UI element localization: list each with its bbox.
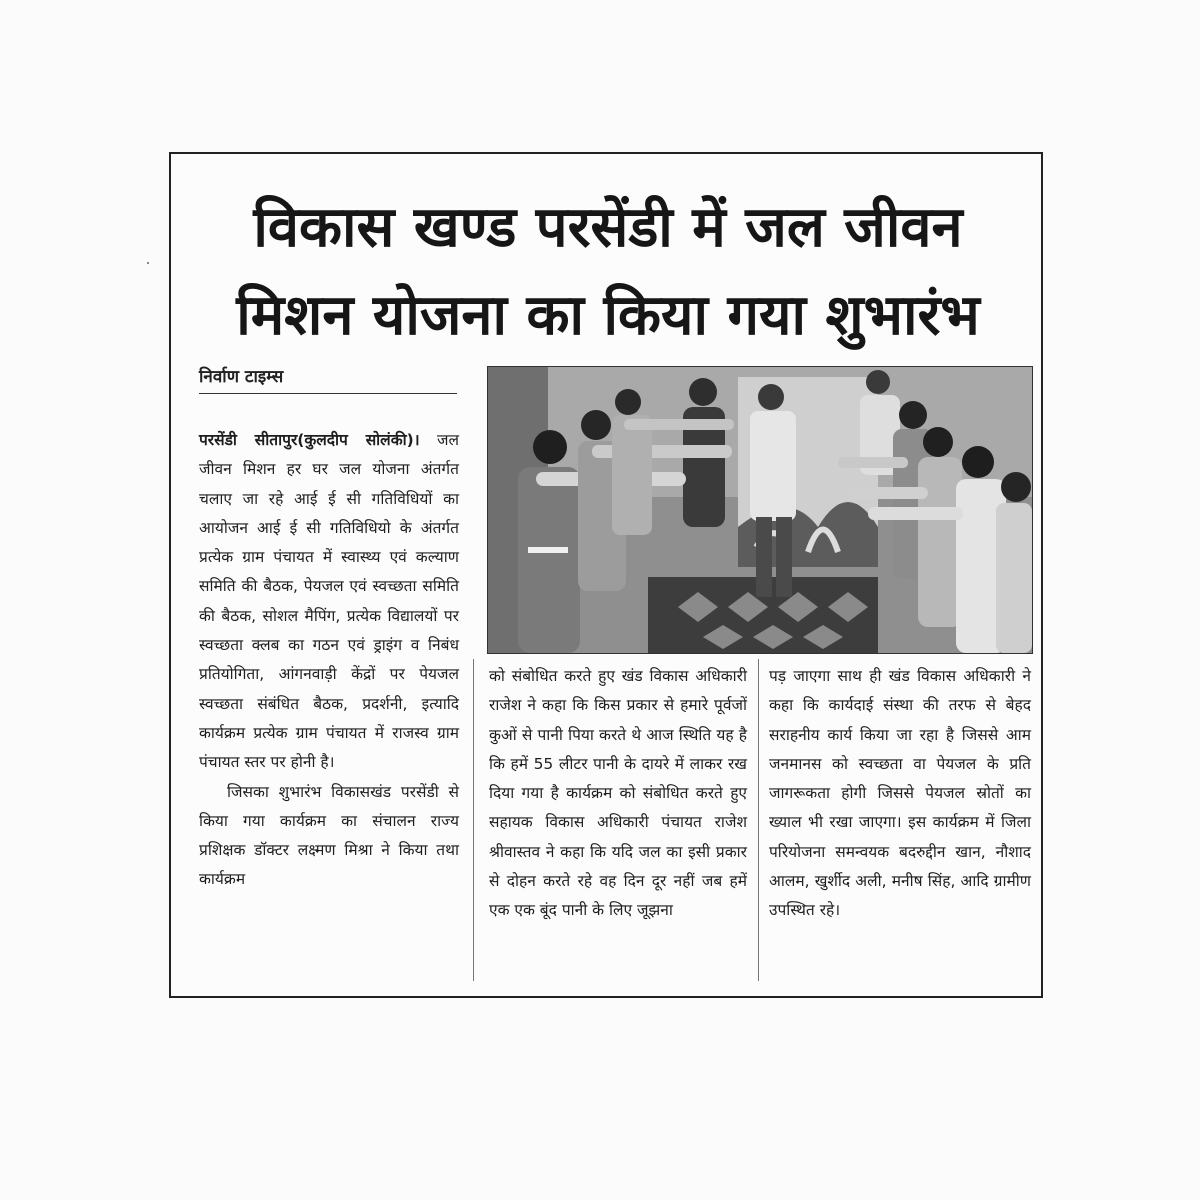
event-photo xyxy=(487,366,1033,654)
article-column-3 xyxy=(769,662,1031,926)
article-column-2 xyxy=(489,662,747,926)
lead-paragraph-text: जल जीवन मिशन हर घर जल योजना अंतर्गत चलाए जा रहे आई ई सी गतिविधियों का आयोजन आई ई सी गतिविधियो के अंतर्गत प्रत्येक ग्राम पंचायत में स्वास्थ्य एवं कल्याण समिति की बैठक, पेयजल एवं स्वच्छता समिति की बैठक, सोशल मैपिंग, प्रत्येक विद्यालयों पर स्वच्छता क्लब का गठन एवं ड्राइंग व निबंध प्रतियोगिता, आंगनवाड़ी केंद्रों पर पेयजल स्वच्छता संबंधित बैठक, प्रदर्शनी, इत्यादि कार्यक्रम प्रत्येक ग्राम पंचायत में राजस्व ग्राम पंचायत स्तर पर होनी है। xyxy=(199,431,459,772)
scan-speck xyxy=(147,262,149,264)
column-divider-2 xyxy=(758,659,759,981)
column-2-text: को संबोधित करते हुए खंड विकास अधिकारी राजेश ने कहा कि किस प्रकार से हमारे पूर्वजों कुओं से पानी पिया करते थे आज स्थिति यह है कि हमें 55 लीटर पानी के दायरे में लाकर रख दिया गया है कार्यक्रम को संबोधित करते हुए सहायक विकास अधिकारी पंचायत राजेश श्रीवास्तव ने कहा कि यदि जल का इसी प्रकार से दोहन करते रहे वह दिन दूर नहीं जब हमें एक एक बूंद पानी के लिए जूझना xyxy=(489,667,747,920)
column-3-text: पड़ जाएगा साथ ही खंड विकास अधिकारी ने कहा कि कार्यदाई संस्था की तरफ से बेहद सराहनीय कार्य किया जा रहा है जिससे आम जनमानस को स्वच्छता वा पेयजल के प्रति जागरूकता होगी जिससे पेयजल स्रोतों का ख्याल भी रखा जाएगा। इस कार्यक्रम में जिला परियोजना समन्वयक बदरुद्दीन खान, नौशाद आलम, खुर्शीद अली, मनीष सिंह, आदि ग्रामीण उपस्थित रहे। xyxy=(769,667,1031,920)
dateline: परसेंडी सीतापुर(कुलदीप सोलंकी)। xyxy=(199,431,420,449)
event-photo-illustration xyxy=(488,367,1032,653)
headline-line-2: मिशन योजना का किया गया शुभारंभ xyxy=(236,283,980,348)
byline: निर्वाण टाइम्स xyxy=(199,364,457,394)
newspaper-clipping xyxy=(169,152,1043,998)
headline xyxy=(171,184,1045,360)
article-column-1 xyxy=(199,426,459,895)
headline-line-1: विकास खण्ड परसेंडी में जल जीवन xyxy=(253,195,963,260)
lead-paragraph xyxy=(199,426,459,778)
second-paragraph: जिसका शुभारंभ विकासखंड परसेंडी से किया गया कार्यक्रम का संचालन राज्य प्रशिक्षक डॉक्टर लक्ष्मण मिश्रा ने किया तथा कार्यक्रम xyxy=(199,782,459,889)
column-divider-1 xyxy=(473,659,474,981)
